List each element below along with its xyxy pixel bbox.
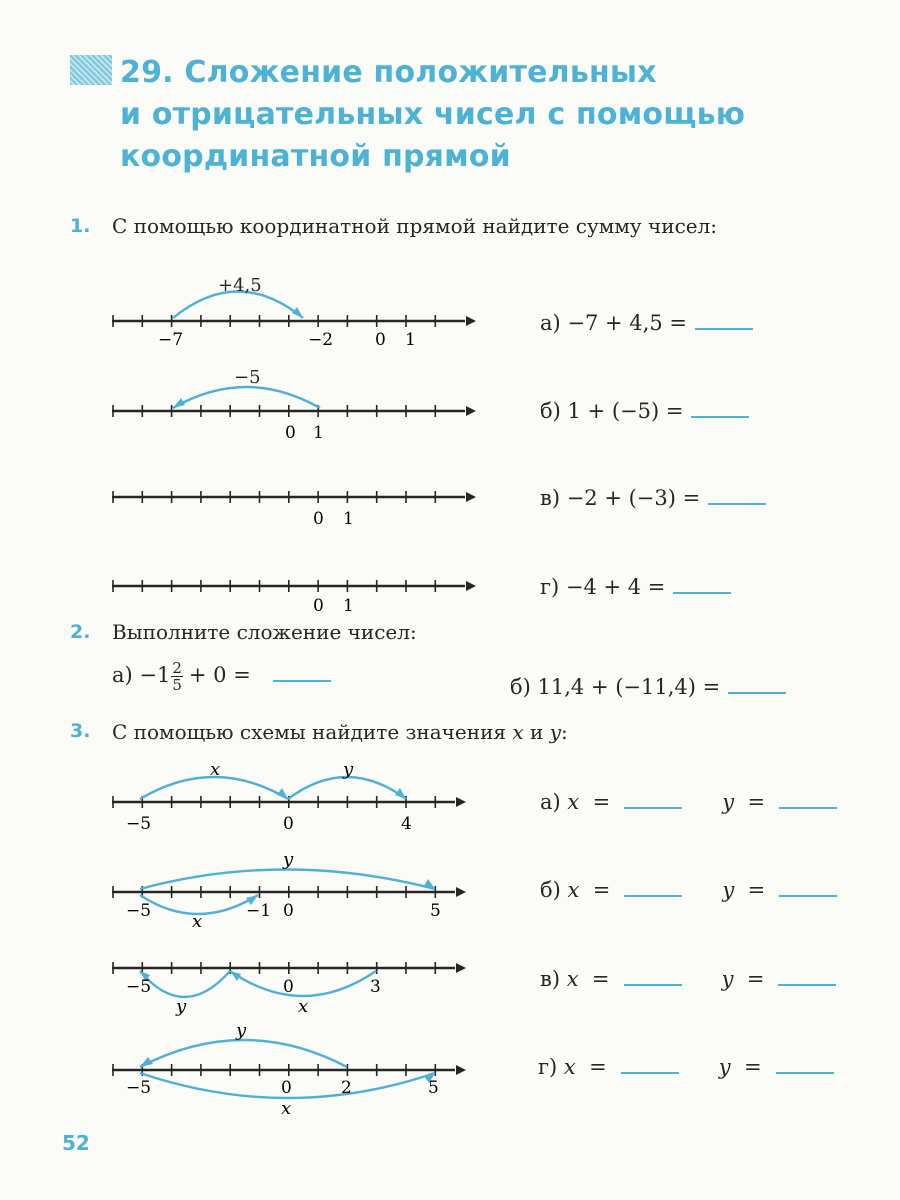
task1-line-c bbox=[100, 446, 480, 531]
tick-label: −5 bbox=[126, 901, 152, 921]
equation-text: а) −7 + 4,5 = bbox=[540, 311, 687, 335]
arc-label-y: y bbox=[176, 996, 187, 1017]
answer-blank-y[interactable] bbox=[776, 1054, 834, 1074]
tick-label: 1 bbox=[405, 330, 416, 350]
task1-line-d bbox=[100, 535, 480, 620]
task2-eq-a bbox=[112, 660, 331, 693]
equation-text: б) 11,4 + (−11,4) = bbox=[510, 675, 721, 699]
tick-label: 0 bbox=[281, 1078, 292, 1098]
page-title bbox=[120, 52, 745, 178]
task3-eq-b: б) x = y = bbox=[540, 877, 837, 902]
page-number: 52 bbox=[62, 1131, 90, 1155]
task2-text: Выполните сложение чисел: bbox=[112, 620, 417, 644]
answer-blank-x[interactable] bbox=[621, 1054, 679, 1074]
answer-blank[interactable] bbox=[695, 310, 753, 330]
task1-line-b bbox=[100, 360, 480, 445]
tick-label: 0 bbox=[283, 977, 294, 997]
tick-label: −7 bbox=[158, 330, 184, 350]
colon: : bbox=[561, 720, 568, 744]
answer-blank[interactable] bbox=[708, 485, 766, 505]
task3-text bbox=[112, 720, 568, 744]
tick-label: 0 bbox=[283, 814, 294, 834]
tick-label: 0 bbox=[313, 596, 324, 616]
task1-text: С помощью координатной прямой найдите сумму чисел: bbox=[112, 214, 718, 238]
task1-eq-d bbox=[540, 574, 731, 599]
tick-label: 1 bbox=[313, 423, 324, 443]
task3-eq-a: а) x = y = bbox=[540, 789, 837, 814]
task3-text-prefix: С помощью схемы найдите значения bbox=[112, 720, 507, 744]
tick-label: 0 bbox=[285, 423, 296, 443]
equation-text: + 0 = bbox=[188, 663, 251, 687]
arc-label-x: x bbox=[192, 911, 203, 932]
tick-label: 3 bbox=[370, 977, 381, 997]
task1-eq-b bbox=[540, 398, 749, 423]
arc-label-x: x bbox=[210, 759, 221, 780]
arc-label: −5 bbox=[234, 367, 261, 388]
var-y: y bbox=[549, 720, 562, 744]
task3-scheme-b bbox=[100, 845, 480, 940]
answer-blank[interactable] bbox=[673, 574, 731, 594]
answer-blank-x[interactable] bbox=[624, 877, 682, 897]
tick-label: −5 bbox=[126, 977, 152, 997]
title-line-3: координатной прямой bbox=[120, 139, 511, 174]
answer-blank-x[interactable] bbox=[624, 789, 682, 809]
tick-label: 2 bbox=[341, 1078, 352, 1098]
conj: и bbox=[530, 720, 544, 744]
tick-label: 4 bbox=[401, 814, 412, 834]
task3-scheme-c bbox=[100, 935, 480, 1020]
arc-label-y: y bbox=[283, 849, 294, 870]
answer-blank-y[interactable] bbox=[778, 966, 836, 986]
equation-text: а) −1 bbox=[112, 663, 171, 687]
equation-text: г) −4 + 4 = bbox=[540, 575, 666, 599]
tick-label: 0 bbox=[375, 330, 386, 350]
arc-label-y: y bbox=[236, 1020, 247, 1041]
task1-line-a bbox=[100, 270, 480, 355]
task2-number: 2. bbox=[70, 621, 91, 643]
task3-eq-d: г) x = y = bbox=[538, 1054, 834, 1079]
answer-blank-x[interactable] bbox=[624, 966, 682, 986]
equation-text: в) −2 + (−3) = bbox=[540, 486, 701, 510]
title-decoration bbox=[70, 55, 112, 85]
answer-blank-y[interactable] bbox=[779, 877, 837, 897]
tick-label: 1 bbox=[343, 509, 354, 529]
answer-blank[interactable] bbox=[691, 398, 749, 418]
arc-label-x: x bbox=[281, 1098, 292, 1119]
answer-blank[interactable] bbox=[273, 662, 331, 682]
arc-label-x: x bbox=[298, 996, 309, 1017]
title-line-1: 29. Сложение положительных bbox=[120, 55, 657, 90]
equation-text: б) 1 + (−5) = bbox=[540, 399, 684, 423]
tick-label: −2 bbox=[308, 330, 334, 350]
task1-eq-a bbox=[540, 310, 753, 335]
task1-eq-c bbox=[540, 485, 766, 510]
task1-number: 1. bbox=[70, 215, 91, 237]
tick-label: 0 bbox=[283, 901, 294, 921]
var-x: x bbox=[512, 720, 524, 744]
task3-number: 3. bbox=[70, 720, 91, 742]
answer-blank-y[interactable] bbox=[779, 789, 837, 809]
task3-scheme-a bbox=[100, 755, 480, 840]
arc-label: +4,5 bbox=[218, 275, 262, 296]
tick-label: 5 bbox=[430, 901, 441, 921]
fraction: $\frac{2}{5}$ bbox=[172, 659, 182, 694]
tick-label: −5 bbox=[126, 814, 152, 834]
task2-eq-b bbox=[510, 674, 786, 699]
tick-label: 1 bbox=[343, 596, 354, 616]
answer-blank[interactable] bbox=[728, 674, 786, 694]
task3-eq-c: в) x = y = bbox=[540, 966, 836, 991]
task3-scheme-d bbox=[100, 1015, 480, 1120]
arc-label-y: y bbox=[343, 759, 354, 780]
tick-label: −5 bbox=[126, 1078, 152, 1098]
tick-label: −1 bbox=[246, 901, 272, 921]
tick-label: 0 bbox=[313, 509, 324, 529]
tick-label: 5 bbox=[428, 1078, 439, 1098]
title-line-2: и отрицательных чисел с помощью bbox=[120, 97, 746, 132]
